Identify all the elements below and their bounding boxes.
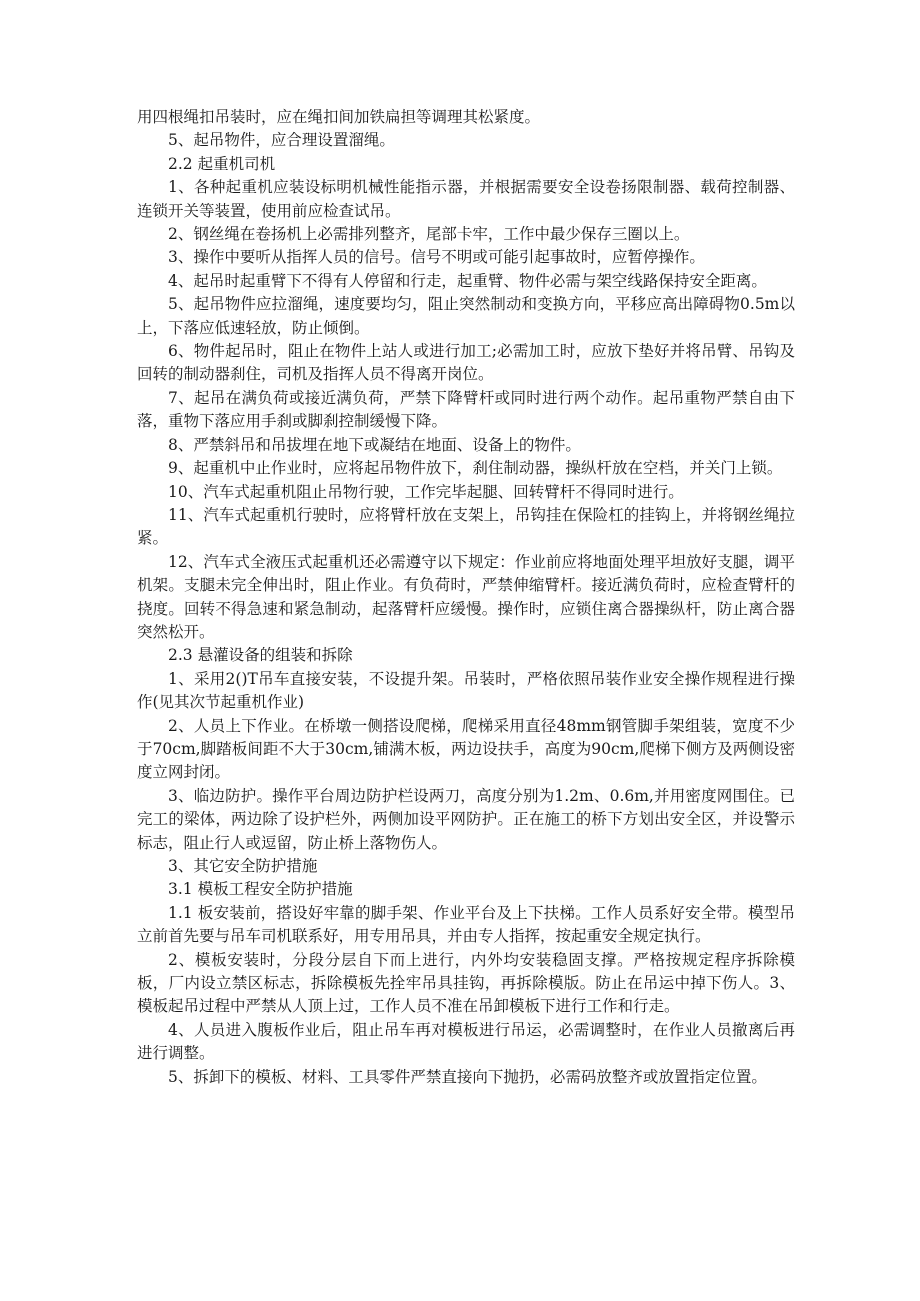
paragraph: 11、汽车式起重机行驶时，应将臂杆放在支架上，吊钩挂在保险杠的挂钩上，并将钢丝绳拉紧。 (137, 505, 795, 548)
paragraph: 2、模板安装时，分段分层自下而上进行，内外均安装稳固支撑。严格按规定程序拆除模板，厂内设立禁区标志，拆除模板先拴牢吊具挂钩，再拆除模版。防止在吊运中掉下伤人。3、模板起吊过程中严禁从人顶上过，工作人员不准在吊卸模板下进行工作和行走。 (137, 950, 795, 1016)
paragraph: 10、汽车式起重机阻止吊物行驶，工作完毕起腿、回转臂杆不得同时进行。 (168, 482, 684, 501)
paragraph: 5、拆卸下的模板、材料、工具零件严禁直接向下抛扔，必需码放整齐或放置指定位置。 (168, 1067, 767, 1086)
paragraph: 7、起吊在满负荷或接近满负荷，严禁下降臂杆或同时进行两个动作。起吊重物严禁自由下落，重物下落应用手刹或脚刹控制缓慢下降。 (137, 388, 795, 431)
paragraph: 1、各种起重机应装设标明机械性能指示器，并根据需要安全设卷扬限制器、载荷控制器、连锁开关等装置，使用前应检查试吊。 (137, 178, 795, 220)
paragraph: 6、物件起吊时，阻止在物件上站人或进行加工;必需加工时，应放下垫好并将吊臂、吊钩及回转的制动器刹住，司机及指挥人员不得离开岗位。 (137, 342, 795, 384)
paragraph: 3、操作中要听从指挥人员的信号。信号不明或可能引起事故时，应暂停操作。 (168, 248, 705, 267)
paragraph: 4、起吊时起重臂下不得有人停留和行走，起重臂、物件必需与架空线路保持安全距离。 (168, 271, 767, 290)
section-heading: 2.2 起重机司机 (168, 154, 276, 173)
paragraph: 用四根绳扣吊装时，应在绳扣间加铁扁担等调理其松紧度。 (137, 108, 541, 126)
paragraph: 1、采用2()T吊车直接安装，不设提升架。吊装时，严格依照吊装作业安全操作规程进行操作(见其次节起重机作业) (137, 669, 795, 712)
paragraph: 9、起重机中止作业时，应将起吊物件放下，刹住制动器，操纵杆放在空档，并关门上锁。 (168, 459, 783, 478)
paragraph: 5、起吊物件，应合理设置溜绳。 (168, 131, 395, 150)
document-page (137, 106, 795, 1089)
paragraph: 5、起吊物件应拉溜绳，速度要均匀，阻止突然制动和变换方向，平移应高出障碍物0.5m以上，下落应低速轻放，防止倾倒。 (137, 295, 795, 337)
section-heading: 2.3 悬灌设备的组装和拆除 (168, 646, 353, 665)
paragraph: 2、人员上下作业。在桥墩一侧搭设爬梯，爬梯采用直径48mm钢管脚手架组装，宽度不少于70cm,脚踏板间距不大于30cm,铺满木板，两边设扶手，高度为90cm,爬梯下侧方及两侧设密度立网封闭。 (137, 716, 795, 782)
section-heading: 3.1 模板工程安全防护措施 (168, 880, 353, 899)
paragraph: 8、严禁斜吊和吊拔埋在地下或凝结在地面、设备上的物件。 (168, 435, 581, 454)
section-heading: 3、其它安全防护措施 (168, 857, 318, 875)
paragraph: 2、钢丝绳在卷扬机上必需排列整齐，尾部卡牢，工作中最少保存三圈以上。 (168, 225, 690, 244)
paragraph: 4、人员进入腹板作业后，阻止吊车再对模板进行吊运，必需调整时，在作业人员撤离后再进行调整。 (137, 1020, 795, 1063)
paragraph: 3、临边防护。操作平台周边防护栏设两刀，高度分别为1.2m、0.6m,并用密度网围住。已完工的梁体，两边除了设护栏外，两侧加设平网防护。正在施工的桥下方划出安全区，并设警示标志，阻止行人或逗留，防止桥上落物伤人。 (137, 786, 795, 852)
paragraph: 12、汽车式全液压式起重机还必需遵守以下规定：作业前应将地面处理平坦放好支腿，调平机架。支腿未完全伸出时，阻止作业。有负荷时，严禁伸缩臂杆。接近满负荷时，应检查臂杆的挠度。回转不得急速和紧急制动，起落臂杆应缓慢。操作时，应锁住离合器操纵杆，防止离合器突然松开。 (137, 552, 795, 641)
paragraph: 1.1 板安装前，搭设好牢靠的脚手架、作业平台及上下扶梯。工作人员系好安全带。模型吊立前首先要与吊车司机联系好，用专用吊具，并由专人指挥，按起重安全规定执行。 (137, 903, 795, 946)
